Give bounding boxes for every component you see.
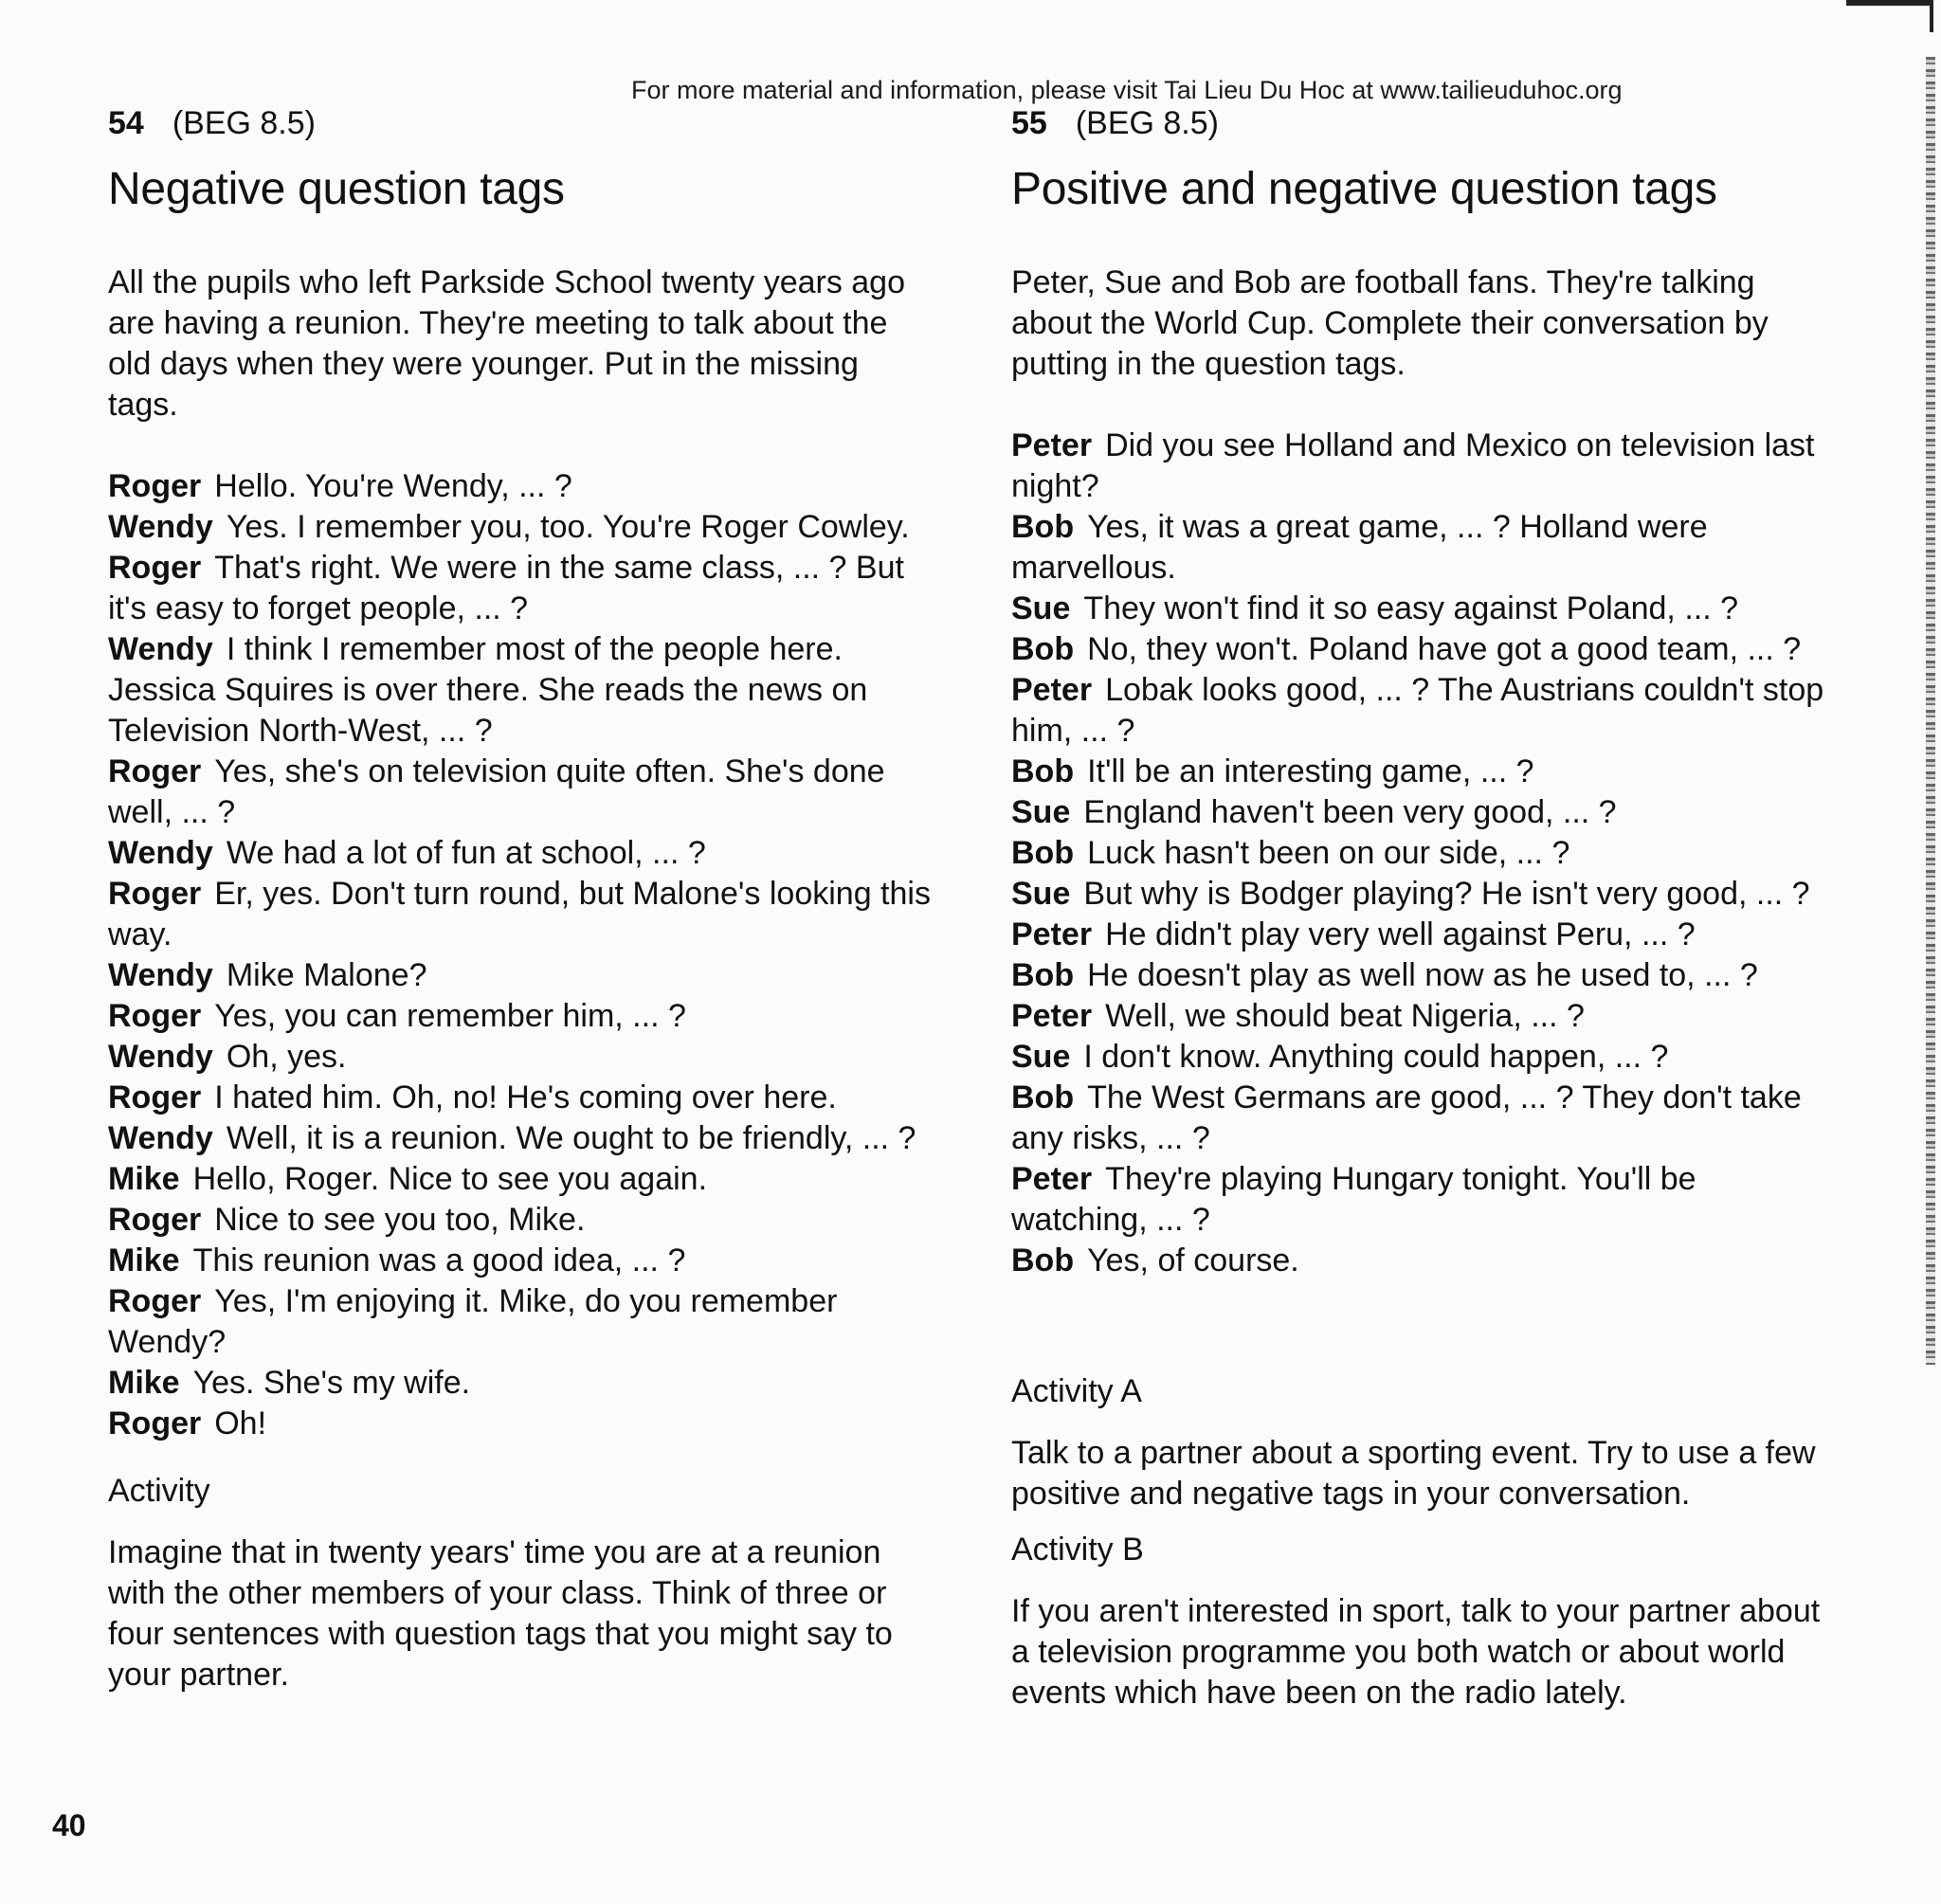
speaker: Wendy — [108, 1120, 213, 1156]
dialogue-line — [1011, 670, 1836, 752]
dialogue-line — [1011, 1037, 1836, 1078]
line-text: Luck hasn't been on our side, ... ? — [1087, 835, 1570, 871]
dialogue-line — [1011, 426, 1836, 507]
speaker: Wendy — [108, 957, 213, 993]
dialogue-line — [108, 1200, 933, 1241]
line-text: They're playing Hungary tonight. You'll be watching, ... ? — [1011, 1161, 1696, 1238]
page-title: Positive and negative question tags — [1011, 164, 1717, 214]
activity-text: Imagine that in twenty years' time you are at a reunion with the other members of your class. Think of three or four sentences with question tags that you might say to your partner. — [108, 1534, 893, 1693]
speaker: Roger — [108, 550, 202, 586]
unit-ref: (BEG 8.5) — [1075, 105, 1219, 141]
speaker: Roger — [108, 876, 202, 912]
dialogue — [1011, 426, 1836, 1281]
speaker: Peter — [1011, 916, 1093, 952]
dialogue-line — [108, 874, 933, 955]
dialogue-line — [1011, 629, 1836, 670]
dialogue-line — [108, 466, 933, 507]
speaker: Sue — [1011, 1039, 1071, 1075]
dialogue-line — [108, 1159, 933, 1200]
line-text: I hated him. Oh, no! He's coming over here. — [214, 1079, 837, 1115]
scan-binding-edge — [1926, 57, 1935, 1365]
speaker: Wendy — [108, 509, 213, 545]
dialogue-line — [1011, 792, 1836, 833]
intro-paragraph: All the pupils who left Parkside School twenty years ago are having a reunion. They're meeting to talk about the old days when they were younger. Put in the missing tags. — [108, 264, 906, 423]
speaker: Mike — [108, 1365, 180, 1401]
dialogue-line — [1011, 589, 1836, 629]
speaker: Peter — [1011, 672, 1093, 708]
line-text: Oh! — [214, 1405, 267, 1442]
dialogue-line — [108, 1118, 933, 1159]
page-number: 40 — [52, 1808, 86, 1842]
page-title: Negative question tags — [108, 164, 565, 214]
dialogue-line — [108, 1404, 933, 1444]
line-text: Yes, you can remember him, ... ? — [214, 998, 686, 1034]
line-text: Yes. She's my wife. — [192, 1365, 471, 1401]
dialogue-line — [108, 548, 933, 629]
line-text: Yes, she's on television quite often. She's done well, ... ? — [108, 753, 885, 830]
activity-a-text: Talk to a partner about a sporting event. Try to use a few positive and negative tags in your conversation. — [1011, 1435, 1816, 1512]
line-text: Well, we should beat Nigeria, ... ? — [1105, 998, 1585, 1034]
unit-ref: (BEG 8.5) — [172, 105, 316, 141]
speaker: Peter — [1011, 998, 1093, 1034]
speaker: Wendy — [108, 631, 213, 667]
dialogue-line — [108, 1078, 933, 1118]
line-text: Mike Malone? — [226, 957, 427, 993]
line-text: Yes, of course. — [1087, 1242, 1299, 1278]
dialogue-line — [1011, 507, 1836, 589]
speaker: Bob — [1011, 835, 1075, 871]
line-text: We had a lot of fun at school, ... ? — [226, 835, 706, 871]
speaker: Wendy — [108, 835, 213, 871]
speaker: Peter — [1011, 1161, 1093, 1197]
line-text: No, they won't. Poland have got a good team, ... ? — [1087, 631, 1802, 667]
line-text: Hello, Roger. Nice to see you again. — [192, 1161, 708, 1197]
line-text: Well, it is a reunion. We ought to be friendly, ... ? — [226, 1120, 916, 1156]
speaker: Roger — [108, 1079, 202, 1115]
speaker: Roger — [108, 753, 202, 789]
dialogue-line — [1011, 996, 1836, 1037]
unit-heading-54 — [108, 104, 933, 142]
dialogue-line — [1011, 833, 1836, 874]
line-text: The West Germans are good, ... ? They don't take any risks, ... ? — [1011, 1079, 1802, 1156]
speaker: Roger — [108, 1283, 202, 1319]
speaker: Sue — [1011, 876, 1071, 912]
dialogue-line — [108, 833, 933, 874]
dialogue-line — [1011, 752, 1836, 792]
scan-edge-mark — [1846, 0, 1933, 6]
dialogue-line — [108, 507, 933, 548]
line-text: Did you see Holland and Mexico on television last night? — [1011, 427, 1815, 504]
line-text: They won't find it so easy against Poland, ... ? — [1083, 590, 1739, 626]
dialogue-line — [1011, 915, 1836, 955]
line-text: This reunion was a good idea, ... ? — [192, 1242, 686, 1278]
line-text: It'll be an interesting game, ... ? — [1087, 753, 1534, 789]
line-text: I don't know. Anything could happen, ... ? — [1083, 1039, 1669, 1075]
left-column — [108, 104, 933, 1695]
dialogue-line — [108, 996, 933, 1037]
speaker: Mike — [108, 1242, 180, 1278]
line-text: He doesn't play as well now as he used to, ... ? — [1087, 957, 1758, 993]
unit-number: 55 — [1011, 105, 1047, 141]
speaker: Bob — [1011, 631, 1075, 667]
line-text: I think I remember most of the people here. Jessica Squires is over there. She reads the news on Television North-West, ... ? — [108, 631, 868, 749]
dialogue-line — [108, 1281, 933, 1363]
dialogue-line — [1011, 874, 1836, 915]
line-text: Yes, it was a great game, ... ? Holland were marvellous. — [1011, 509, 1708, 586]
line-text: He didn't play very well against Peru, ... ? — [1105, 916, 1696, 952]
dialogue-line — [108, 752, 933, 833]
line-text: Oh, yes. — [226, 1039, 347, 1075]
right-column — [1011, 104, 1836, 1714]
speaker: Peter — [1011, 427, 1093, 463]
speaker: Mike — [108, 1161, 180, 1197]
line-text: Yes. I remember you, too. You're Roger Cowley. — [226, 509, 910, 545]
dialogue-line — [108, 629, 933, 752]
activity-b-heading: Activity B — [1011, 1532, 1144, 1568]
dialogue-line — [1011, 1078, 1836, 1159]
intro-paragraph: Peter, Sue and Bob are football fans. They're talking about the World Cup. Complete their conversation by putting in the question tags. — [1011, 264, 1769, 382]
line-text: But why is Bodger playing? He isn't very good, ... ? — [1083, 876, 1810, 912]
speaker: Bob — [1011, 753, 1075, 789]
speaker: Bob — [1011, 1079, 1075, 1115]
speaker: Roger — [108, 468, 202, 504]
speaker: Roger — [108, 1405, 202, 1442]
activity-a-heading: Activity A — [1011, 1373, 1142, 1409]
speaker: Sue — [1011, 590, 1071, 626]
activity-b-text: If you aren't interested in sport, talk to your partner about a television programme you both watch or about world events which have been on the radio lately. — [1011, 1593, 1821, 1711]
scan-edge-tick — [1930, 6, 1933, 32]
speaker: Bob — [1011, 509, 1075, 545]
speaker: Wendy — [108, 1039, 213, 1075]
speaker: Roger — [108, 1202, 202, 1238]
dialogue-line — [108, 955, 933, 996]
speaker: Roger — [108, 998, 202, 1034]
line-text: Nice to see you too, Mike. — [214, 1202, 586, 1238]
dialogue-line — [1011, 1159, 1836, 1241]
line-text: Hello. You're Wendy, ... ? — [214, 468, 572, 504]
activity-heading: Activity — [108, 1473, 210, 1509]
line-text: That's right. We were in the same class, ... ? But it's easy to forget people, ... ? — [108, 550, 904, 626]
dialogue — [108, 466, 933, 1444]
line-text: England haven't been very good, ... ? — [1083, 794, 1617, 830]
dialogue-line — [108, 1241, 933, 1281]
dialogue-line — [108, 1037, 933, 1078]
dialogue-line — [1011, 955, 1836, 996]
line-text: Lobak looks good, ... ? The Austrians couldn't stop him, ... ? — [1011, 672, 1824, 749]
dialogue-line — [1011, 1241, 1836, 1281]
line-text: Er, yes. Don't turn round, but Malone's looking this way. — [108, 876, 931, 952]
unit-heading-55 — [1011, 104, 1836, 142]
speaker: Sue — [1011, 794, 1071, 830]
unit-number: 54 — [108, 105, 144, 141]
speaker: Bob — [1011, 1242, 1075, 1278]
dialogue-line — [108, 1363, 933, 1404]
watermark-text: For more material and information, please visit Tai Lieu Du Hoc at www.tailieuduhoc.org — [631, 76, 1623, 104]
line-text: Yes, I'm enjoying it. Mike, do you remember Wendy? — [108, 1283, 838, 1360]
speaker: Bob — [1011, 957, 1075, 993]
